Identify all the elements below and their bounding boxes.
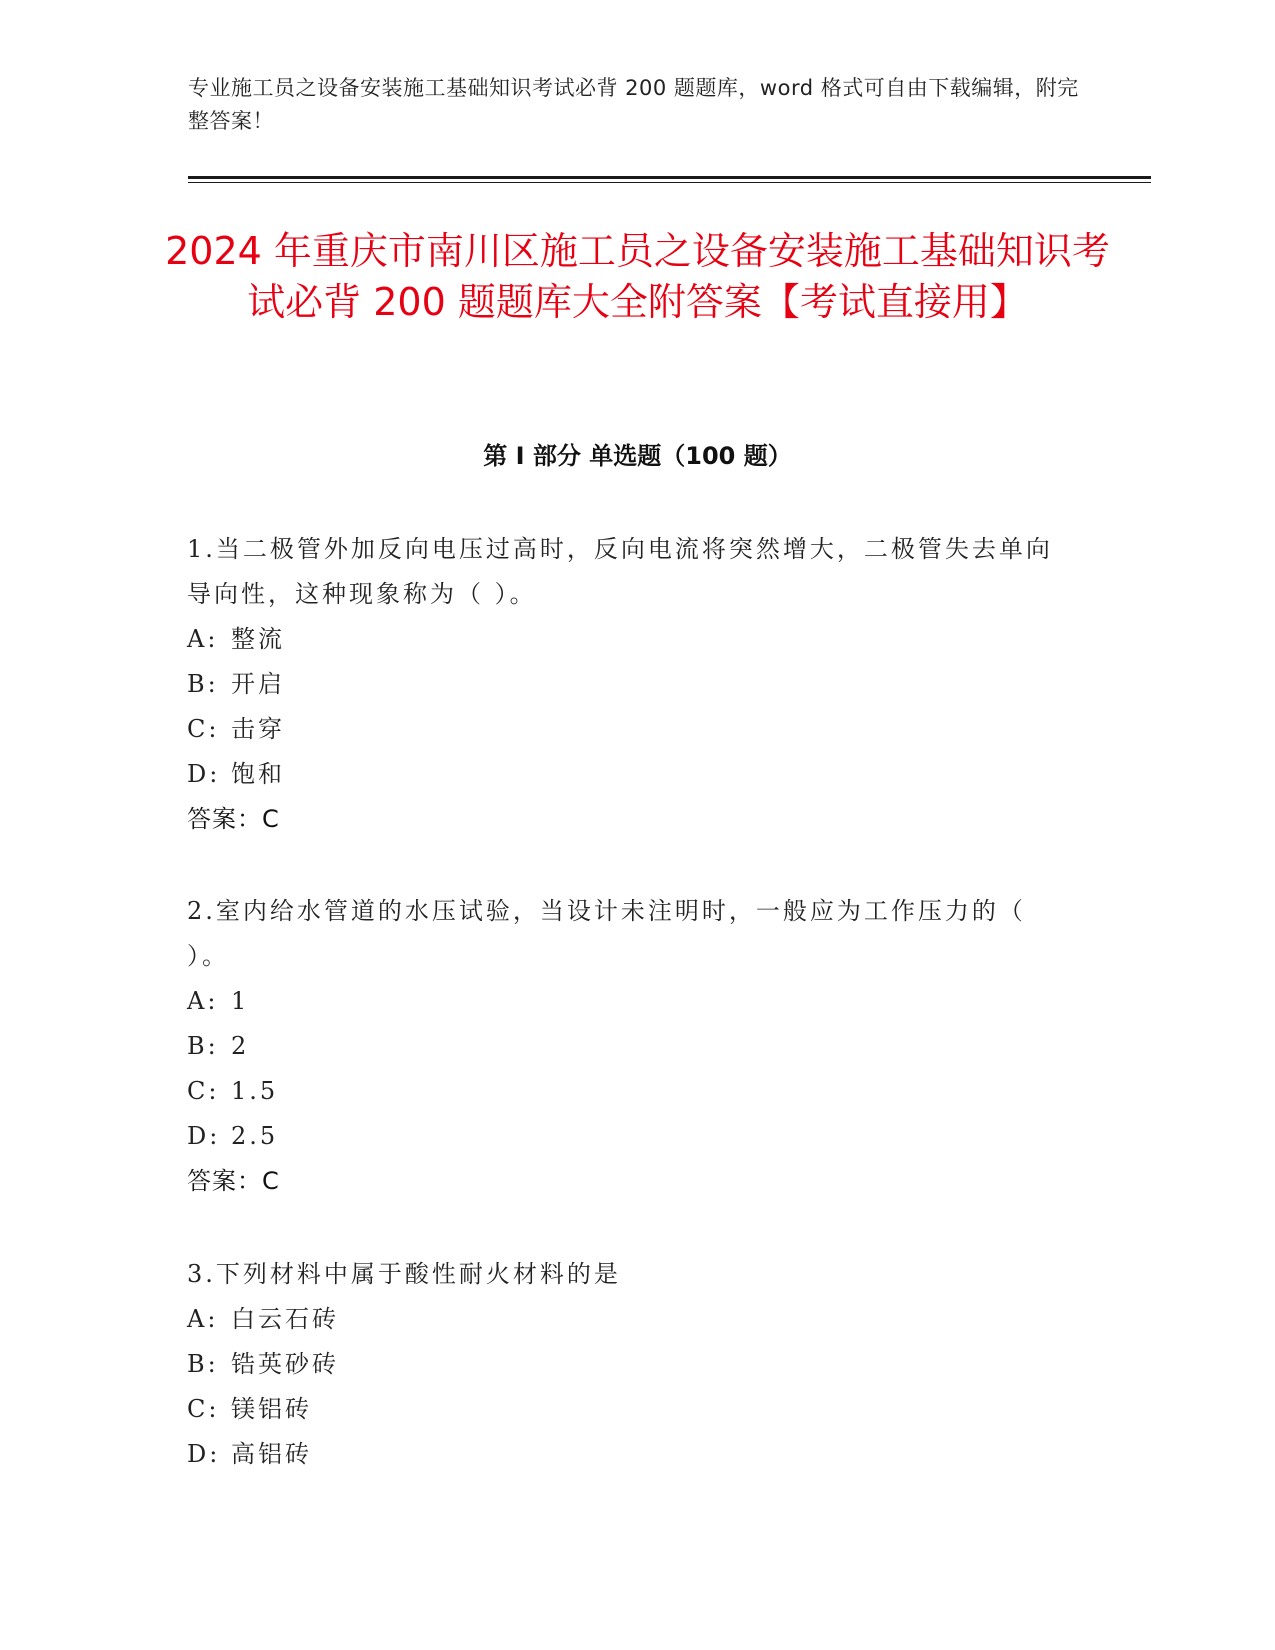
section-title: 第 I 部分 单选题（100 题）	[483, 442, 792, 470]
option-c	[187, 1387, 1067, 1432]
option-c	[187, 707, 1067, 752]
question-stem: 2.室内给水管道的水压试验，当设计未注明时，一般应为工作压力的（ ）。	[187, 897, 1026, 970]
option-text: 锆英砂砖	[231, 1350, 339, 1378]
option-key: B:	[187, 670, 219, 698]
option-key: B:	[187, 1350, 219, 1378]
option-a	[187, 617, 1067, 662]
question-2	[187, 889, 1067, 1204]
option-text: 镁铝砖	[231, 1395, 312, 1423]
option-key: C:	[187, 1395, 220, 1423]
option-key: D:	[187, 1122, 221, 1150]
option-d	[187, 752, 1067, 797]
option-text: 击穿	[231, 715, 285, 743]
option-text: 2	[231, 1032, 250, 1060]
option-a	[187, 1297, 1067, 1342]
option-text: 2.5	[231, 1122, 279, 1150]
option-key: A:	[187, 625, 219, 653]
option-key: D:	[187, 760, 221, 788]
option-text: 高铝砖	[231, 1440, 312, 1468]
option-text: 白云石砖	[231, 1305, 339, 1333]
question-stem: 3.下列材料中属于酸性耐火材料的是	[187, 1260, 621, 1288]
option-key: A:	[187, 1305, 219, 1333]
header-divider-thin	[188, 182, 1151, 183]
header-note: 专业施工员之设备安装施工基础知识考试必背 200 题题库，word 格式可自由下载编辑，附完整答案！	[188, 76, 1079, 133]
option-text: 饱和	[231, 760, 285, 788]
option-c	[187, 1069, 1067, 1114]
option-text: 整流	[231, 625, 285, 653]
option-key: A:	[187, 987, 219, 1015]
option-text: 1	[231, 987, 250, 1015]
option-b	[187, 662, 1067, 707]
question-3	[187, 1252, 1067, 1477]
option-text: 开启	[231, 670, 285, 698]
option-d	[187, 1114, 1067, 1159]
document-title: 2024 年重庆市南川区施工员之设备安装施工基础知识考试必背 200 题题库大全附答案【考试直接用】	[165, 229, 1110, 324]
option-text: 1.5	[231, 1077, 279, 1105]
option-a	[187, 979, 1067, 1024]
option-key: C:	[187, 715, 220, 743]
option-key: C:	[187, 1077, 220, 1105]
answer-line: 答案：C	[187, 1167, 280, 1195]
option-key: B:	[187, 1032, 219, 1060]
question-1	[187, 527, 1067, 842]
option-b	[187, 1024, 1067, 1069]
answer-line: 答案：C	[187, 805, 280, 833]
header-divider-thick	[188, 176, 1151, 179]
option-key: D:	[187, 1440, 221, 1468]
option-b	[187, 1342, 1067, 1387]
option-d	[187, 1432, 1067, 1477]
question-stem: 1.当二极管外加反向电压过高时，反向电流将突然增大，二极管失去单向导向性，这种现象称为（ ）。	[187, 535, 1053, 608]
